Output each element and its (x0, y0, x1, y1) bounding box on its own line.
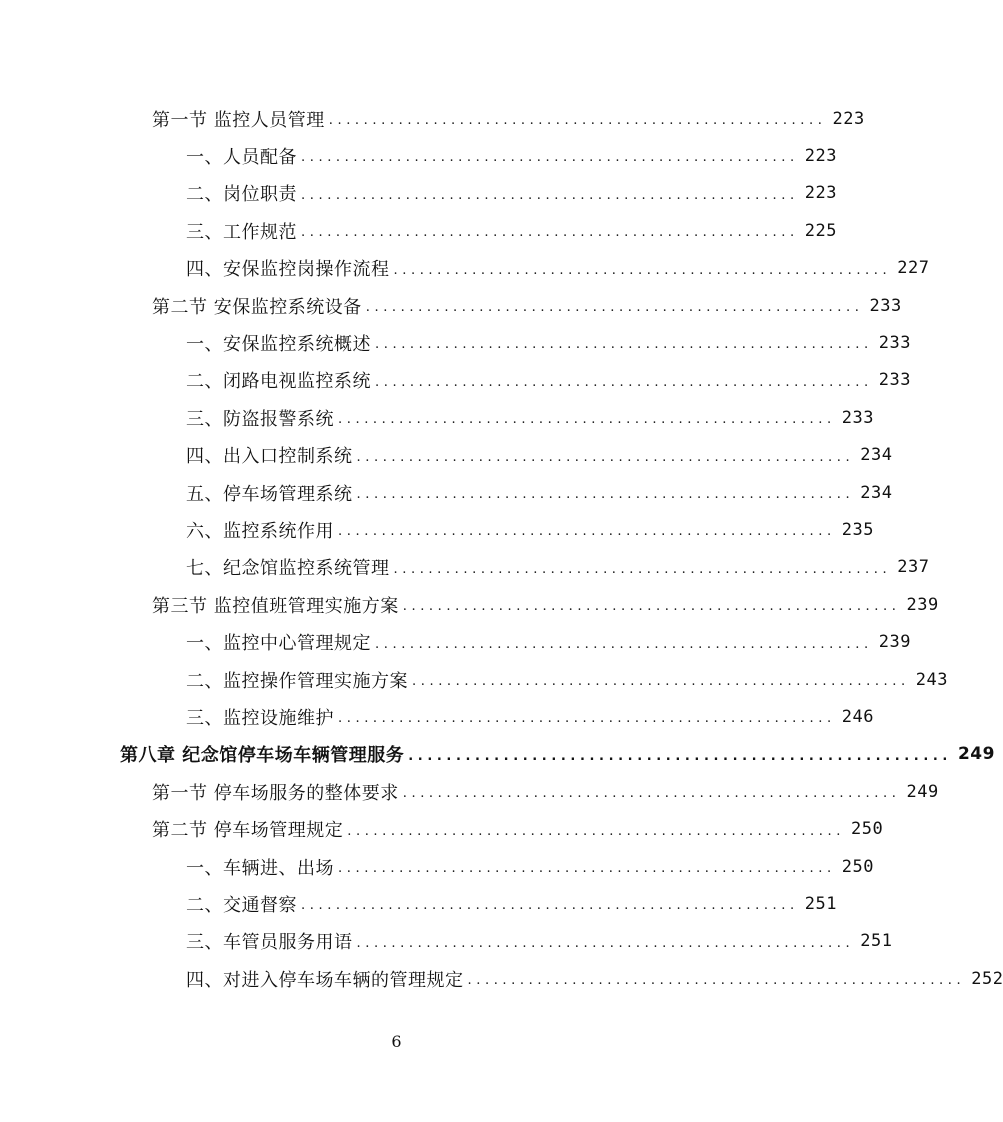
toc-entry-title: 七、纪念馆监控系统管理 (186, 558, 390, 580)
toc-subsection-entry[interactable] (186, 137, 837, 174)
toc-entry-page: 234 (860, 482, 893, 503)
toc-entry-title: 六、监控系统作用 (186, 520, 334, 542)
toc-subsection-entry[interactable] (186, 324, 911, 361)
toc-entry-title: 一、安保监控系统概述 (186, 333, 371, 355)
toc-dot-leader: ......................................................... (328, 113, 827, 128)
toc-entry-page: 223 (804, 145, 837, 166)
toc-dot-leader: ......................................................... (338, 861, 836, 876)
toc-subsection-entry[interactable] (186, 212, 837, 249)
toc-subsection-entry[interactable] (186, 885, 837, 922)
page-number: 6 (391, 1032, 402, 1051)
toc-entry-page: 249 (906, 781, 939, 802)
toc-subsection-entry[interactable] (186, 362, 911, 399)
toc-dot-leader: ......................................................... (356, 449, 855, 465)
toc-entry-page: 252 (971, 968, 1003, 989)
toc-section-entry[interactable] (152, 586, 939, 623)
toc-dot-leader: ......................................................... (338, 412, 836, 428)
toc-entry-title: 二、监控操作管理实施方案 (186, 670, 408, 692)
toc-dot-leader: ......................................................... (301, 187, 799, 203)
toc-entry-page: 250 (850, 819, 884, 840)
toc-section-entry[interactable] (152, 773, 939, 810)
toc-entry-page: 233 (878, 370, 911, 391)
toc-entry-title: 第一节 监控人员管理 (152, 109, 325, 131)
toc-dot-leader: ......................................................... (347, 823, 845, 839)
toc-dot-leader: ......................................................... (393, 561, 892, 577)
toc-dot-leader: ......................................................... (338, 711, 836, 727)
toc-dot-leader: ......................................................... (402, 599, 901, 615)
toc-entry-page: 243 (915, 669, 948, 690)
toc-entry-page: 251 (860, 931, 893, 952)
toc-entry-title: 三、工作规范 (186, 221, 297, 243)
toc-dot-leader: ......................................................... (467, 973, 966, 989)
toc-subsection-entry[interactable] (186, 923, 893, 960)
toc-entry-title: 四、安保监控岗操作流程 (186, 259, 390, 281)
toc-subsection-entry[interactable] (186, 511, 874, 548)
toc-dot-leader: ......................................................... (375, 374, 873, 390)
toc-entry-title: 第三节 监控值班管理实施方案 (152, 595, 399, 617)
toc-dot-leader: ......................................................... (365, 300, 864, 315)
toc-dot-leader: ......................................................... (356, 935, 855, 951)
toc-dot-leader: ......................................................... (301, 898, 799, 914)
toc-dot-leader: ......................................................... (338, 524, 836, 540)
toc-dot-leader: ......................................................... (375, 636, 873, 652)
toc-entry-page: 225 (804, 220, 837, 241)
toc-dot-leader: ......................................................... (375, 337, 873, 353)
toc-subsection-entry[interactable] (186, 437, 893, 474)
toc-dot-leader: ......................................................... (301, 225, 799, 241)
toc-entry-title: 三、防盗报警系统 (186, 408, 334, 430)
toc-entry-page: 251 (804, 893, 837, 914)
toc-entry-page: 239 (878, 632, 911, 653)
toc-entry-page: 235 (841, 519, 874, 540)
toc-entry-title: 四、对进入停车场车辆的管理规定 (186, 969, 464, 991)
toc-entry-page: 233 (841, 407, 874, 428)
toc-subsection-entry[interactable] (186, 250, 930, 287)
toc-dot-leader: ......................................................... (301, 150, 799, 166)
toc-entry-title: 三、监控设施维护 (186, 707, 334, 729)
toc-entry-title: 三、车管员服务用语 (186, 932, 353, 954)
toc-subsection-entry[interactable] (186, 399, 874, 436)
toc-entry-page: 237 (897, 557, 930, 578)
toc-entry-title: 第八章 纪念馆停车场车辆管理服务 (120, 745, 405, 767)
toc-dot-leader: ......................................................... (402, 786, 901, 802)
toc-entry-page: 249 (957, 744, 995, 765)
toc-entry-title: 一、监控中心管理规定 (186, 633, 371, 655)
toc-dot-leader: ......................................................... (393, 262, 892, 278)
toc-entry-page: 250 (841, 856, 874, 877)
toc-dot-leader: ......................................................... (412, 674, 910, 689)
toc-subsection-entry[interactable] (186, 960, 1003, 997)
toc-entry-page: 223 (832, 108, 865, 129)
toc-subsection-entry[interactable] (186, 549, 930, 586)
toc-subsection-entry[interactable] (186, 661, 948, 698)
toc-subsection-entry[interactable] (186, 848, 874, 885)
toc-entry-page: 227 (897, 258, 930, 279)
toc-entry-page: 223 (804, 183, 837, 204)
toc-subsection-entry[interactable] (186, 624, 911, 661)
toc-subsection-entry[interactable] (186, 698, 874, 735)
toc-subsection-entry[interactable] (186, 474, 893, 511)
toc-entry-page: 239 (906, 594, 939, 615)
toc-section-entry[interactable] (152, 287, 902, 324)
toc-entry-title: 第二节 停车场管理规定 (152, 820, 344, 842)
toc-chapter-entry[interactable] (120, 736, 995, 773)
toc-entry-page: 233 (869, 295, 902, 316)
toc-entry-title: 四、出入口控制系统 (186, 446, 353, 468)
toc-entry-title: 二、交通督察 (186, 894, 297, 916)
toc-subsection-entry[interactable] (186, 175, 837, 212)
toc-entry-title: 二、闭路电视监控系统 (186, 371, 371, 393)
toc-entry-title: 第二节 安保监控系统设备 (152, 296, 362, 318)
toc-dot-leader: ......................................................... (356, 487, 855, 502)
toc-entry-title: 二、岗位职责 (186, 184, 297, 206)
toc-entry-title: 第一节 停车场服务的整体要求 (152, 782, 399, 804)
toc-entry-title: 五、停车场管理系统 (186, 483, 353, 505)
toc-entry-page: 233 (878, 332, 911, 353)
toc-section-entry[interactable] (152, 100, 865, 137)
toc-dot-leader: ......................................................... (408, 748, 952, 764)
toc-entry-title: 一、车辆进、出场 (186, 857, 334, 879)
toc-entry-page: 234 (860, 445, 893, 466)
toc-section-entry[interactable] (152, 811, 884, 848)
toc-entry-title: 一、人员配备 (186, 146, 297, 168)
toc-entry-page: 246 (841, 706, 874, 727)
